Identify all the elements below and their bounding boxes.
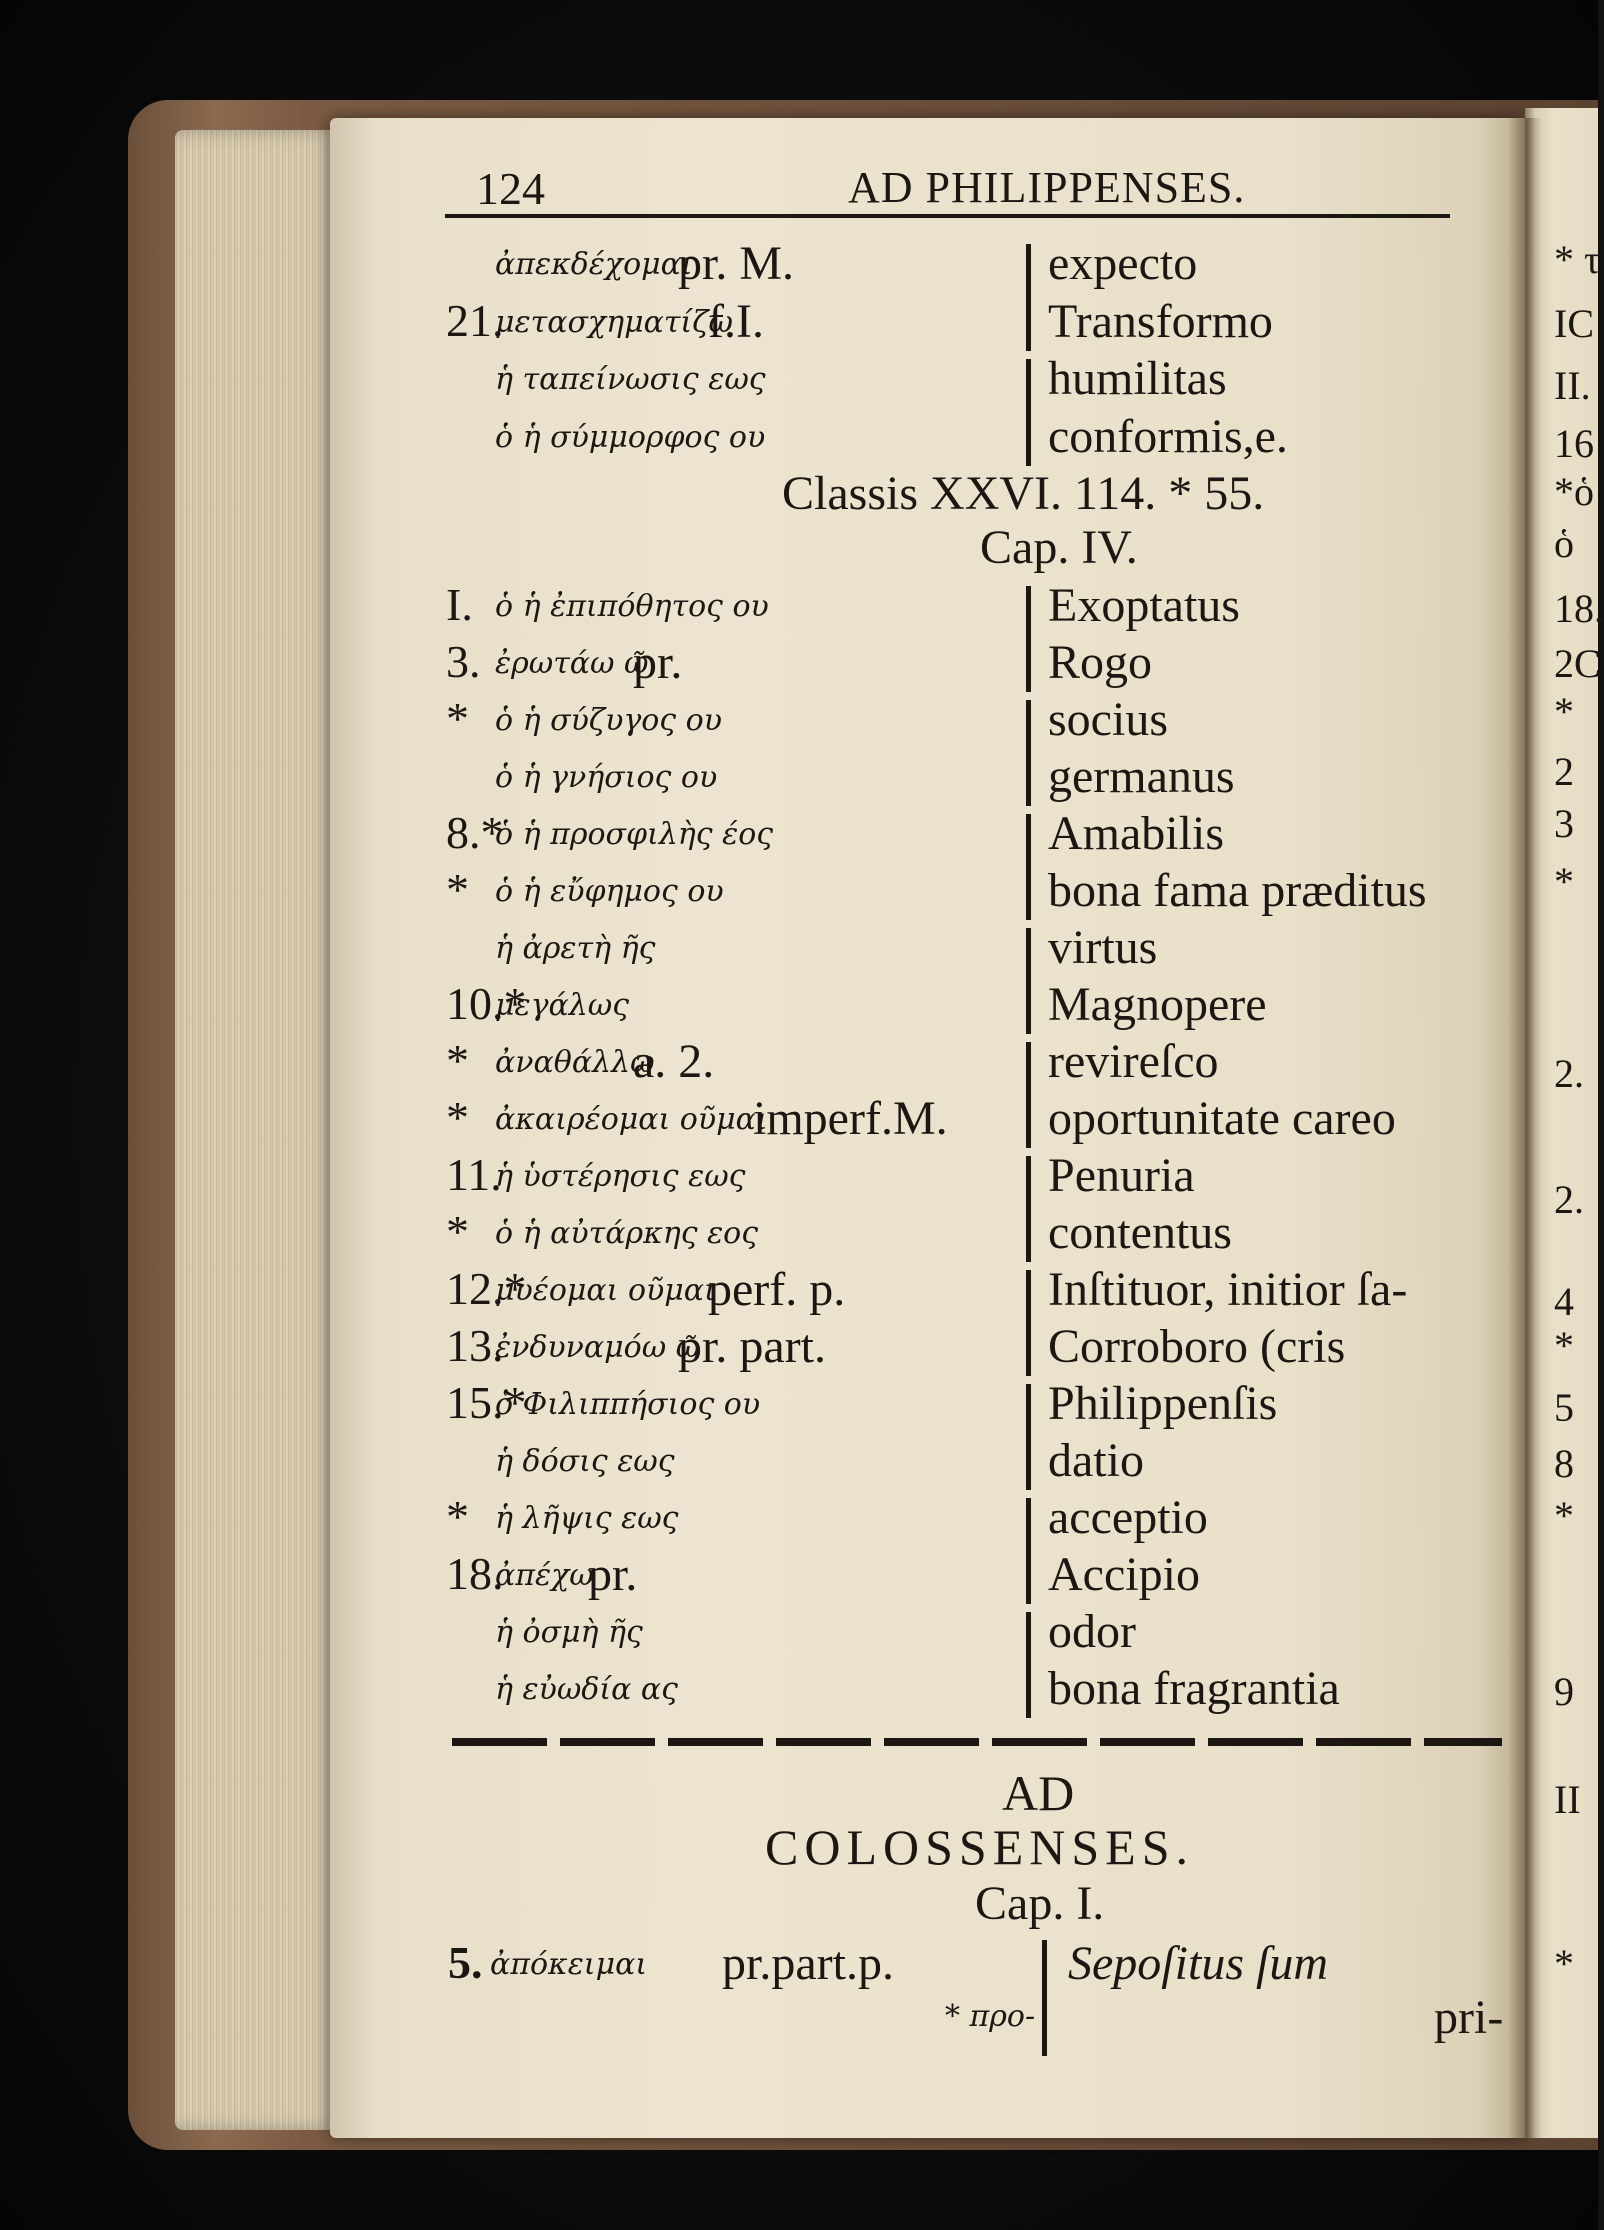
column-bar <box>1042 1940 1047 2000</box>
right-page-fragment: 2 <box>1554 749 1574 794</box>
ornamental-divider <box>452 1738 1502 1746</box>
grammar-note: a. 2. <box>633 1035 715 1088</box>
greek-term: μυέομαι οῦμαι <box>495 1273 716 1308</box>
right-page-fragment: 2C <box>1554 641 1601 686</box>
latin-gloss: bona fama præditus <box>1048 864 1427 917</box>
chapter-heading: Cap. IV. <box>980 521 1138 574</box>
greek-term: ἡ ταπείνωσις εως <box>495 362 766 397</box>
column-bar <box>1026 1156 1031 1262</box>
right-page-fragment: *ὁ <box>1554 469 1594 514</box>
greek-term: ἐνδυναμόω ῶ <box>495 1330 701 1365</box>
latin-gloss: virtus <box>1048 921 1158 974</box>
greek-term: ἡ εὐωδία ας <box>495 1672 678 1707</box>
latin-gloss: oportunitate careo <box>1048 1092 1396 1145</box>
page-number: 124 <box>476 163 545 214</box>
entry-number: * <box>446 864 469 915</box>
right-page-fragment: * <box>1554 1493 1574 1538</box>
entry-number: 18. <box>446 1548 504 1599</box>
column-bar <box>1026 359 1031 466</box>
greek-term: ἀπεκδέχομαι <box>495 247 693 282</box>
greek-term: ὁ ἡ προσφιλὴς έος <box>495 817 774 852</box>
greek-term: ἀπόκειμαι <box>490 1947 648 1982</box>
greek-term: ὁ ἡ σύμμορφος ου <box>495 419 766 455</box>
catchword-latin: pri- <box>1434 1991 1504 2044</box>
classis-heading: Classis XXVI. 114. * 55. <box>782 467 1265 520</box>
right-page-fragment: 3 <box>1554 801 1574 846</box>
greek-term: ὁ ἡ εὔφημος ου <box>495 874 724 909</box>
latin-gloss: odor <box>1048 1605 1136 1658</box>
right-page-fragment: * <box>1554 1323 1574 1368</box>
entry-number: * <box>446 1206 469 1257</box>
column-bar <box>1026 1384 1031 1490</box>
greek-term: ὁ ἡ αὐτάρκης εος <box>495 1216 759 1251</box>
book-gutter <box>1508 118 1542 2138</box>
latin-gloss: revireſco <box>1048 1035 1219 1088</box>
column-bar <box>1026 1270 1031 1376</box>
right-page-fragment: 8 <box>1554 1441 1574 1486</box>
grammar-note: pr. M. <box>678 237 795 290</box>
column-bar <box>1026 1612 1031 1718</box>
right-page-fragment: 5 <box>1554 1385 1574 1430</box>
greek-term: ὁ ἡ γνήσιος ου <box>495 760 718 795</box>
latin-gloss: expecto <box>1048 237 1198 290</box>
right-page-fragment: 16 <box>1554 421 1594 466</box>
right-page-fragment: 2. <box>1554 1177 1584 1222</box>
right-page-fragment: II <box>1554 1777 1581 1822</box>
header-rule <box>445 214 1450 218</box>
latin-gloss: Rogo <box>1048 636 1153 689</box>
catchword-greek: * προ- <box>945 1999 1036 2034</box>
column-bar <box>1026 1498 1031 1604</box>
entry-number: 12.* <box>446 1263 527 1314</box>
latin-gloss: Accipio <box>1048 1548 1200 1601</box>
right-page-fragment: * <box>1554 1941 1574 1986</box>
entry-number: 13. <box>446 1320 504 1371</box>
grammar-note: imperf.M. <box>753 1092 948 1145</box>
latin-gloss: Inſtituor, initior ſa- <box>1048 1263 1408 1316</box>
entry-number: * <box>446 1491 469 1542</box>
colossenses-title: COLOSSENSES. <box>765 1819 1195 1875</box>
entry-number: 5. <box>448 1937 483 1988</box>
entry-number: 10.* <box>446 978 527 1029</box>
latin-gloss: Magnopere <box>1048 978 1267 1031</box>
latin-gloss: Sepoſitus ſum <box>1068 1937 1328 1990</box>
grammar-note: f.I. <box>708 294 764 348</box>
latin-gloss: contentus <box>1048 1206 1232 1259</box>
right-page-fragment: IC <box>1554 301 1594 346</box>
grammar-note: perf. p. <box>708 1263 846 1316</box>
column-bar <box>1026 1042 1031 1148</box>
greek-term: ἡ δόσις εως <box>495 1444 675 1479</box>
greek-term: ἐρωτάω ῶ <box>495 646 649 681</box>
column-bar <box>1026 244 1031 351</box>
entry-number: * <box>446 1035 469 1086</box>
greek-term: ἀναθάλλω <box>495 1045 655 1080</box>
entry-number: I. <box>446 579 473 630</box>
greek-term: ἀπέχω <box>495 1558 594 1593</box>
entry-number: 15.* <box>446 1377 527 1428</box>
greek-term: ὁ Φιλιππήσιος ου <box>495 1387 761 1422</box>
greek-term: ἡ ἀρετὴ ῆς <box>495 931 656 966</box>
greek-term: ὁ ἡ σύζυγος ου <box>495 703 722 738</box>
column-bar <box>1026 928 1031 1034</box>
grammar-note: pr. part. <box>678 1320 826 1373</box>
latin-gloss: Corroboro (cris <box>1048 1320 1346 1373</box>
latin-gloss: Transformo <box>1048 294 1273 348</box>
latin-gloss: socius <box>1048 693 1168 746</box>
column-bar <box>1026 700 1031 806</box>
latin-gloss: Amabilis <box>1048 807 1224 860</box>
entry-number: 3. <box>446 636 481 687</box>
greek-term: μετασχηματίζω <box>495 304 733 340</box>
latin-gloss: conformis,e. <box>1048 409 1288 463</box>
entry-number: 21. <box>446 294 504 346</box>
colossenses-chapter: Cap. I. <box>975 1877 1105 1930</box>
column-bar <box>1026 586 1031 692</box>
latin-gloss: Exoptatus <box>1048 579 1240 632</box>
entry-number: * <box>446 693 469 744</box>
greek-term: μεγάλως <box>495 988 630 1023</box>
latin-gloss: bona fragrantia <box>1048 1662 1340 1715</box>
greek-term: ἡ ὑστέρησις εως <box>495 1159 746 1194</box>
page-edges <box>175 130 340 2130</box>
greek-term: ἡ λῆψις εως <box>495 1501 679 1536</box>
grammar-note: pr. <box>633 636 683 689</box>
grammar-note: pr.part.p. <box>722 1937 894 1990</box>
latin-gloss: datio <box>1048 1434 1144 1487</box>
right-page-fragment: * <box>1554 859 1574 904</box>
right-page-fragment: 4 <box>1554 1279 1574 1324</box>
right-page-fragment: * τ <box>1554 237 1601 282</box>
greek-term: ὁ ἡ ἐπιπόθητος ου <box>495 589 769 624</box>
greek-term: ἀκαιρέομαι οῦμαι <box>495 1102 768 1137</box>
right-page-fragment: 2. <box>1554 1051 1584 1096</box>
column-bar <box>1026 814 1031 920</box>
right-page-fragment: * <box>1554 689 1574 734</box>
latin-gloss: acceptio <box>1048 1491 1208 1544</box>
colossenses-ad: AD <box>1002 1765 1075 1821</box>
grammar-note: pr. <box>588 1548 638 1601</box>
right-page-fragment: 9 <box>1554 1669 1574 1714</box>
latin-gloss: Philippenſis <box>1048 1377 1278 1430</box>
column-bar <box>1042 1996 1047 2056</box>
latin-gloss: Penuria <box>1048 1149 1195 1202</box>
entry-number: 8.* <box>446 807 504 858</box>
latin-gloss: germanus <box>1048 750 1235 803</box>
running-title: AD PHILIPPENSES. <box>848 163 1246 212</box>
right-page-fragment: 18. <box>1554 586 1604 631</box>
latin-gloss: humilitas <box>1048 352 1227 405</box>
entry-number: * <box>446 1092 469 1143</box>
right-page-fragment: ὁ <box>1554 521 1574 566</box>
greek-term: ἡ ὀσμὴ ῆς <box>495 1615 643 1650</box>
entry-number: 11. <box>446 1149 502 1200</box>
right-page-fragment: II. <box>1554 363 1591 408</box>
